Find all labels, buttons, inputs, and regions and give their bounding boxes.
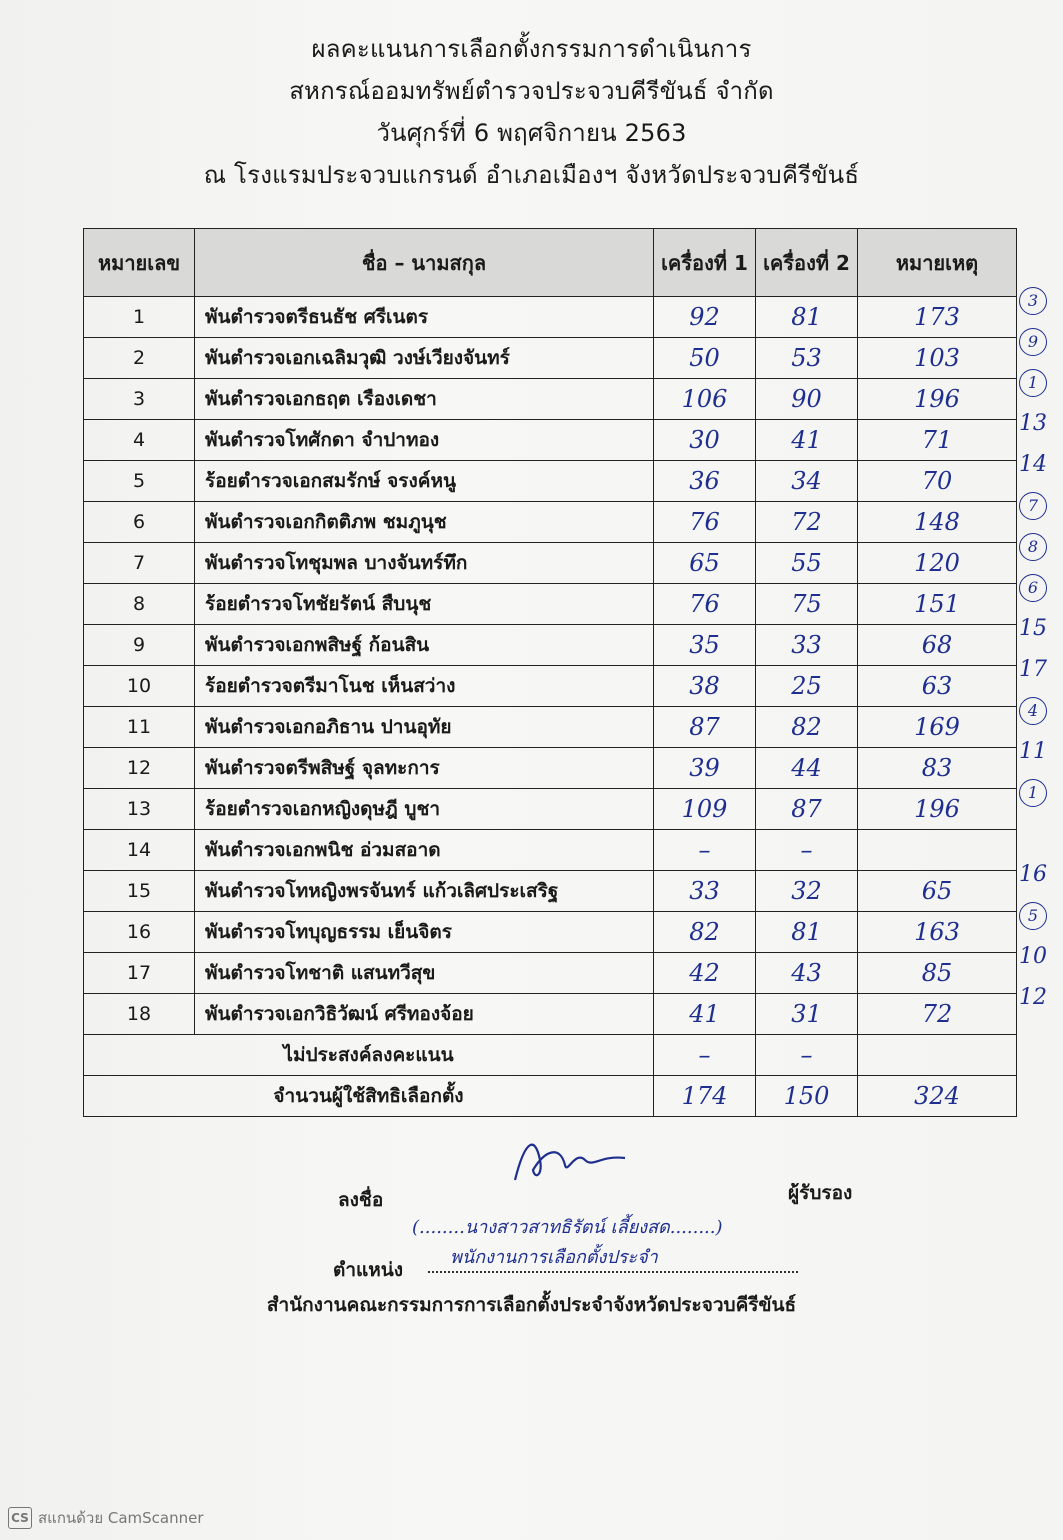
candidate-name: พันตำรวจเอกอภิธาน ปานอุทัย [195, 707, 654, 748]
signer-name: (........นางสาวสาทธิรัตน์ เลี้ยงสด........) [412, 1217, 723, 1238]
candidate-number: 2 [84, 338, 195, 379]
table-row [84, 912, 1017, 953]
rank-plain: 17 [1019, 657, 1047, 682]
machine-2-votes: 81 [756, 297, 858, 338]
table-row [84, 420, 1017, 461]
no-vote-note [858, 1035, 1017, 1076]
no-vote-machine-2: – [756, 1035, 858, 1076]
rank-circled: 6 [1019, 574, 1047, 602]
machine-1-votes: 39 [654, 748, 756, 789]
rank-annotation [1003, 444, 1063, 485]
rank-annotation [1003, 567, 1063, 608]
candidate-number: 6 [84, 502, 195, 543]
rank-annotation [1003, 362, 1063, 403]
rank-annotation [1003, 403, 1063, 444]
scanner-watermark [8, 1506, 204, 1530]
machine-1-votes: 109 [654, 789, 756, 830]
candidate-name: พันตำรวจเอกกิตติภพ ชมภูนุช [195, 502, 654, 543]
candidate-number: 15 [84, 871, 195, 912]
total-label: จำนวนผู้ใช้สิทธิเลือกตั้ง [84, 1076, 654, 1117]
rank-circled: 5 [1019, 902, 1047, 930]
column-header-number: หมายเลข [84, 229, 195, 297]
machine-2-votes: 87 [756, 789, 858, 830]
table-row [84, 953, 1017, 994]
candidate-name: พันตำรวจโทชาติ แสนทวีสุข [195, 953, 654, 994]
rank-annotation [1003, 690, 1063, 731]
table-row [84, 789, 1017, 830]
candidate-number: 13 [84, 789, 195, 830]
candidate-name: พันตำรวจเอกธฤต เรืองเดชา [195, 379, 654, 420]
candidate-number: 14 [84, 830, 195, 871]
rank-plain: 14 [1019, 452, 1047, 477]
table-row [84, 748, 1017, 789]
candidate-number: 8 [84, 584, 195, 625]
machine-2-votes: 44 [756, 748, 858, 789]
rank-annotations [1003, 280, 1063, 1018]
table-row [84, 666, 1017, 707]
total-machine-1: 174 [654, 1076, 756, 1117]
machine-1-votes: 38 [654, 666, 756, 707]
total-votes-note: 169 [858, 707, 1017, 748]
no-vote-row [84, 1035, 1017, 1076]
total-votes-note [858, 830, 1017, 871]
total-votes-note: 148 [858, 502, 1017, 543]
rank-annotation [1003, 280, 1063, 321]
position-value: พนักงานการเลือกตั้งประจำ [428, 1242, 798, 1273]
machine-1-votes: 41 [654, 994, 756, 1035]
total-votes-note: 72 [858, 994, 1017, 1035]
candidate-name: พันตำรวจเอกวิธิวัฒน์ ศรีทองจ้อย [195, 994, 654, 1035]
rank-plain: 12 [1019, 985, 1047, 1010]
machine-1-votes: 65 [654, 543, 756, 584]
machine-1-votes: 33 [654, 871, 756, 912]
candidate-number: 12 [84, 748, 195, 789]
table-row [84, 502, 1017, 543]
rank-annotation [1003, 813, 1063, 854]
machine-2-votes: 53 [756, 338, 858, 379]
machine-2-votes: 41 [756, 420, 858, 461]
rank-annotation [1003, 649, 1063, 690]
rank-plain: 16 [1019, 862, 1047, 887]
table-row [84, 584, 1017, 625]
candidate-name: ร้อยตำรวจโทชัยรัตน์ สืบนุช [195, 584, 654, 625]
total-votes-note: 65 [858, 871, 1017, 912]
candidate-name: พันตำรวจโทชุมพล บางจันทร์ทึก [195, 543, 654, 584]
rank-plain: 15 [1019, 616, 1047, 641]
rank-circled: 9 [1019, 328, 1047, 356]
scanner-text: สแกนด้วย CamScanner [38, 1509, 204, 1527]
rank-circled: 7 [1019, 492, 1047, 520]
candidate-name: พันตำรวจเอกเฉลิมวุฒิ วงษ์เวียงจันทร์ [195, 338, 654, 379]
candidate-name: ร้อยตำรวจตรีมาโนช เห็นสว่าง [195, 666, 654, 707]
rank-annotation [1003, 485, 1063, 526]
header-date: วันศุกร์ที่ 6 พฤศจิกายน 2563 [376, 119, 687, 147]
header-title: ผลคะแนนการเลือกตั้งกรรมการดำเนินการ [311, 35, 752, 63]
candidate-name: ร้อยตำรวจเอกหญิงดุษฎี บูชา [195, 789, 654, 830]
machine-1-votes: 35 [654, 625, 756, 666]
table-row [84, 543, 1017, 584]
table-header-row [84, 229, 1017, 297]
candidate-name: พันตำรวจโทศักดา จำปาทอง [195, 420, 654, 461]
candidate-number: 9 [84, 625, 195, 666]
machine-2-votes: 75 [756, 584, 858, 625]
machine-1-votes: 82 [654, 912, 756, 953]
table-row [84, 707, 1017, 748]
total-votes-note: 103 [858, 338, 1017, 379]
no-vote-machine-1: – [654, 1035, 756, 1076]
office-name: สำนักงานคณะกรรมการการเลือกตั้งประจำจังหวัดประจวบคีรีขันธ์ [266, 1294, 797, 1316]
document-header [0, 28, 1063, 196]
sign-label: ลงชื่อ [338, 1189, 384, 1211]
rank-annotation [1003, 977, 1063, 1018]
candidate-number: 3 [84, 379, 195, 420]
rank-annotation [1003, 526, 1063, 567]
total-votes-note: 83 [858, 748, 1017, 789]
table-row [84, 830, 1017, 871]
signature-mark [505, 1130, 635, 1190]
total-note: 324 [858, 1076, 1017, 1117]
table-row [84, 379, 1017, 420]
total-votes-note: 63 [858, 666, 1017, 707]
machine-2-votes: 32 [756, 871, 858, 912]
table-row [84, 338, 1017, 379]
header-organization: สหกรณ์ออมทรัพย์ตำรวจประจวบคีรีขันธ์ จำกัด [289, 77, 774, 105]
rank-plain: 10 [1019, 944, 1047, 969]
total-row [84, 1076, 1017, 1117]
rank-circled: 1 [1019, 369, 1047, 397]
rank-annotation [1003, 895, 1063, 936]
rank-annotation [1003, 731, 1063, 772]
machine-2-votes: 72 [756, 502, 858, 543]
column-header-machine-2: เครื่องที่ 2 [756, 229, 858, 297]
machine-2-votes: 81 [756, 912, 858, 953]
machine-2-votes: 55 [756, 543, 858, 584]
machine-2-votes: 33 [756, 625, 858, 666]
position-label: ตำแหน่ง [333, 1259, 404, 1281]
rank-annotation [1003, 936, 1063, 977]
total-votes-note: 70 [858, 461, 1017, 502]
machine-1-votes: 87 [654, 707, 756, 748]
rank-circled: 4 [1019, 697, 1047, 725]
machine-1-votes: 92 [654, 297, 756, 338]
table-row [84, 297, 1017, 338]
candidate-number: 16 [84, 912, 195, 953]
table-row [84, 871, 1017, 912]
rank-annotation [1003, 854, 1063, 895]
total-votes-note: 85 [858, 953, 1017, 994]
rank-plain: 13 [1019, 411, 1047, 436]
table-row [84, 625, 1017, 666]
machine-1-votes: 76 [654, 584, 756, 625]
total-votes-note: 71 [858, 420, 1017, 461]
total-votes-note: 196 [858, 379, 1017, 420]
candidate-number: 18 [84, 994, 195, 1035]
machine-1-votes: 76 [654, 502, 756, 543]
machine-2-votes: 82 [756, 707, 858, 748]
rank-circled: 3 [1019, 287, 1047, 315]
candidate-number: 10 [84, 666, 195, 707]
machine-2-votes: 34 [756, 461, 858, 502]
total-votes-note: 173 [858, 297, 1017, 338]
machine-1-votes: 50 [654, 338, 756, 379]
candidate-name: ร้อยตำรวจเอกสมรักษ์ จรงค์หนู [195, 461, 654, 502]
candidate-name: พันตำรวจตรีธนธัช ศรีเนตร [195, 297, 654, 338]
candidate-name: พันตำรวจโทหญิงพรจันทร์ แก้วเลิศประเสริฐ [195, 871, 654, 912]
machine-2-votes: 43 [756, 953, 858, 994]
candidate-number: 11 [84, 707, 195, 748]
candidate-number: 5 [84, 461, 195, 502]
results-table [83, 228, 1017, 1117]
total-machine-2: 150 [756, 1076, 858, 1117]
candidate-number: 7 [84, 543, 195, 584]
candidate-number: 1 [84, 297, 195, 338]
machine-2-votes: 25 [756, 666, 858, 707]
column-header-note: หมายเหตุ [858, 229, 1017, 297]
rank-annotation [1003, 608, 1063, 649]
machine-1-votes: 30 [654, 420, 756, 461]
machine-1-votes: – [654, 830, 756, 871]
total-votes-note: 151 [858, 584, 1017, 625]
table-row [84, 994, 1017, 1035]
candidate-name: พันตำรวจตรีพสิษฐ์ จุลทะการ [195, 748, 654, 789]
candidate-name: พันตำรวจเอกพสิษฐ์ ก้อนสิน [195, 625, 654, 666]
table-row [84, 461, 1017, 502]
results-body [84, 297, 1017, 1035]
total-votes-note: 68 [858, 625, 1017, 666]
total-votes-note: 120 [858, 543, 1017, 584]
candidate-name: พันตำรวจโทบุญธรรม เย็นจิตร [195, 912, 654, 953]
candidate-number: 4 [84, 420, 195, 461]
rank-plain: 11 [1019, 739, 1047, 764]
machine-2-votes: – [756, 830, 858, 871]
certifier-label: ผู้รับรอง [788, 1182, 853, 1204]
rank-circled: 1 [1019, 779, 1047, 807]
rank-annotation [1003, 321, 1063, 362]
machine-2-votes: 31 [756, 994, 858, 1035]
candidate-name: พันตำรวจเอกพนิช อ่วมสอาด [195, 830, 654, 871]
total-votes-note: 163 [858, 912, 1017, 953]
rank-circled: 8 [1019, 533, 1047, 561]
rank-annotation [1003, 772, 1063, 813]
machine-1-votes: 42 [654, 953, 756, 994]
total-votes-note: 196 [858, 789, 1017, 830]
column-header-name: ชื่อ – นามสกุล [195, 229, 654, 297]
machine-2-votes: 90 [756, 379, 858, 420]
column-header-machine-1: เครื่องที่ 1 [654, 229, 756, 297]
machine-1-votes: 36 [654, 461, 756, 502]
header-venue: ณ โรงแรมประจวบแกรนด์ อำเภอเมืองฯ จังหวัดประจวบคีรีขันธ์ [203, 161, 860, 189]
camscanner-logo-icon: CS [8, 1507, 32, 1529]
candidate-number: 17 [84, 953, 195, 994]
no-vote-label: ไม่ประสงค์ลงคะแนน [84, 1035, 654, 1076]
machine-1-votes: 106 [654, 379, 756, 420]
